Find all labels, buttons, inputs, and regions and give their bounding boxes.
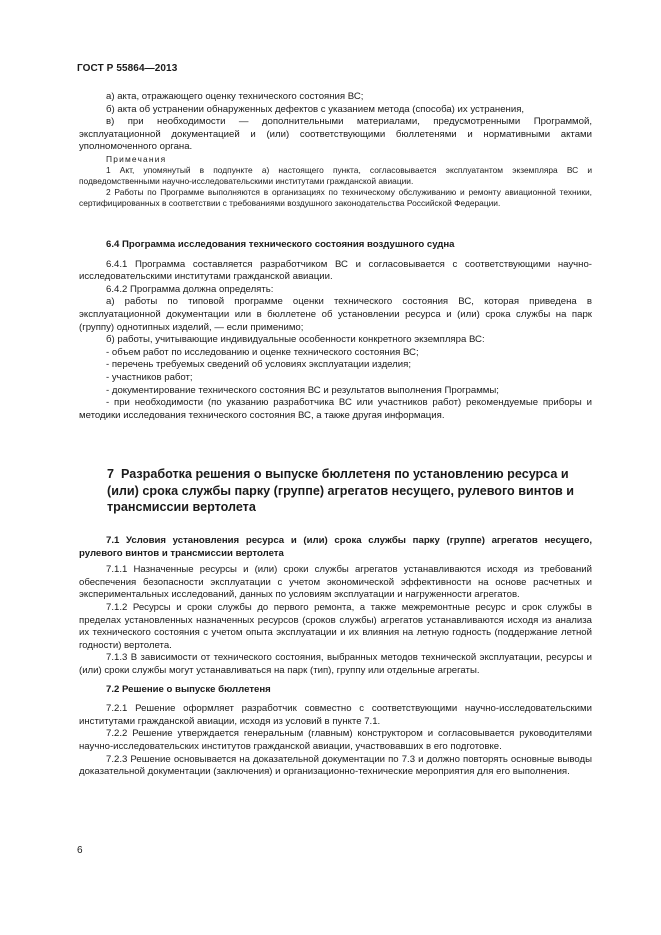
list-item: б) акта об устранении обнаруженных дефектов с указанием метода (способа) их устранения,: [106, 103, 525, 115]
subsection-heading: 7.2 Решение о выпуске бюллетеня: [106, 683, 271, 695]
note: 1 Акт, упомянутый в подпункте а) настоящего пункта, согласовывается эксплуатантом экземпляра ВС и подведомственными научно-исследовательскими институтами гражданской авиации.: [79, 164, 592, 186]
notes-label: Примечания: [106, 153, 167, 164]
subsection-heading: 7.1 Условия установления ресурса и (или) срока службы парку (группе) агрегатов несущего, рулевого винтов и трансмиссии вертолета: [79, 535, 592, 559]
page-number: 6: [77, 845, 83, 856]
section-6-3-continuation: [79, 91, 592, 209]
list-item: б) работы, учитывающие индивидуальные особенности конкретного экземпляра ВС:: [106, 334, 485, 346]
section-7-body: [79, 535, 592, 779]
section-heading: 6.4 Программа исследования технического состояния воздушного судна: [106, 239, 455, 250]
paragraph: 7.2.3 Решение основывается на доказательной документации по 7.3 и должно повторять основные выводы доказательной документации (заключения) и организационно-технические мероприятия для его выполнения.: [79, 753, 592, 778]
list-item: - документирование технического состояния ВС и результатов выполнения Программы;: [106, 384, 499, 396]
paragraph: 7.1.3 В зависимости от технического состояния, выбранных методов технической эксплуатации, ресурсы и (или) сроки службы могут устанавливаться на парк (тип), группу или отдельные агрегаты.: [79, 652, 592, 676]
list-item: - участников работ;: [106, 371, 193, 383]
paragraph: 7.2.1 Решение оформляет разработчик совместно с соответствующими научно-исследовательскими институтами гражданской авиации, исходя из условий в пункте 7.1.: [79, 703, 592, 727]
paragraph: 7.1.1 Назначенные ресурсы и (или) сроки службы агрегатов устанавливаются исходя из требований обеспечения безопасности эксплуатации с учетом экономической эффективности на основе расчетных и экспериментальных исследований, данных по условиям эксплуатации и нагруженности агрегатов.: [79, 564, 592, 601]
list-item: - при необходимости (по указанию разработчика ВС или участников работ) рекомендуемые приборы и методики исследования технического состояния ВС, а также другая информация.: [79, 397, 592, 421]
paragraph: 7.1.2 Ресурсы и сроки службы до первого ремонта, а также межремонтные ресурс и срок службы в пределах установленных назначенных ресурсов (сроков службы) агрегатов устанавливаются исходя из анализа их технического состояния с учетом опыта эксплуатации и их влияния на летную годность (поддержание летной годности) вертолета.: [79, 601, 592, 651]
section-title: Разработка решения о выпуске бюллетеня по установлению ресурса и (или) срока службы парку (группе) агрегатов несущего, рулевого винтов и трансмиссии вертолета: [107, 467, 575, 514]
document-header: ГОСТ Р 55864—2013: [77, 63, 178, 74]
list-item: а) работы по типовой программе оценки технического состояния ВС, которая приведена в эксплуатационной документации или в бюллетене об установлении ресурса и (или) срока службы на парк (группу) однотипных изделий, — если применимо;: [79, 296, 592, 333]
paragraph: 6.4.2 Программа должна определять:: [106, 283, 274, 295]
list-item: в) при необходимости — дополнительными материалами, предусмотренными Программой, эксплуатационной документацией и (или) соответствующими бюллетенями и нормативными актами уполномоченного органа.: [79, 116, 592, 153]
list-item: - перечень требуемых сведений об условиях эксплуатации изделия;: [106, 359, 412, 371]
paragraph: 7.2.2 Решение утверждается генеральным (главным) конструктором и согласовывается руководителями научно-исследовательских институтов гражданской авиации, участвовавших в его подготовке.: [79, 728, 592, 752]
section-7-heading: [107, 466, 603, 516]
list-item: а) акта, отражающего оценку технического состояния ВС;: [106, 91, 364, 102]
paragraph: 6.4.1 Программа составляется разработчиком ВС и согласовывается с соответствующими научно-исследовательскими институтами гражданской авиации.: [79, 258, 592, 283]
list-item: - объем работ по исследованию и оценке технического состояния ВС;: [106, 346, 419, 358]
section-6-4: [79, 239, 592, 422]
section-number: 7: [107, 467, 115, 481]
note: 2 Работы по Программе выполняются в организациях по техническому обслуживанию и ремонту авиационной техники, сертифицированных в соответствии с требованиями воздушного законодательства Российской Федерации.: [79, 186, 592, 208]
